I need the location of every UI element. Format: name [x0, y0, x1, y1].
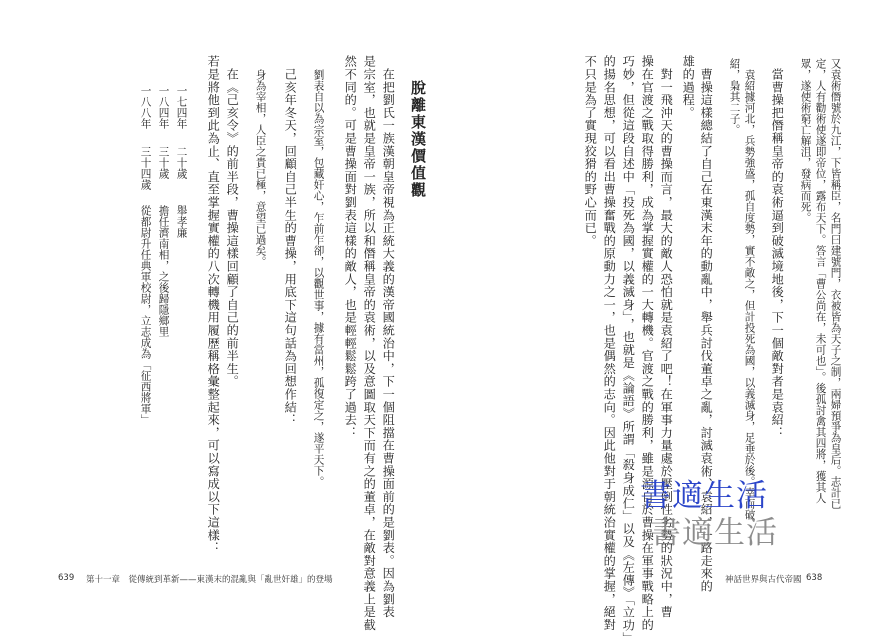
- timeline-year: 一七四年: [175, 85, 188, 129]
- text-column: 若是將他到此為止、直至掌握實權的八次轉機用履歷稱格彙整起來，可以寫成以下這樣：: [206, 55, 221, 555]
- text-column: 不只是為了實現狡猾的野心而已。: [583, 55, 598, 247]
- text-column: 對一飛沖天的曹操而言，最大的敵人恐怕就是袁紹了吧！在軍事力量處於壓倒性劣勢的狀況中，曹: [659, 55, 674, 619]
- text-column: 在《己亥令》的前半段，曹操這樣回顧了自己的前半生。: [225, 55, 240, 388]
- text-column: 巧妙，但從這段自述中「投死為國，以義滅身」，也就是《論語》所謂「殺身成仁」以及《左傳》「立功」: [621, 55, 636, 644]
- timeline-event: 從都尉升任典軍校尉，立志成為「征西將軍」: [139, 205, 152, 425]
- text-column: 身為宰相，人臣之貴已極，意望已過矣。: [254, 58, 267, 267]
- text-column: 又袁術僭號於九江，下皆稱臣，名門曰建號門，衣被皆為天子之制，兩婦預爭為皇后。志計已: [829, 58, 842, 509]
- text-column: 定，人有勸術使遂即帝位，露布天下。答言「曹公尚在，未可也」。後孤討禽其四將，獲其人: [814, 58, 827, 504]
- running-footer-right: 神話世界與古代帝國: [725, 575, 802, 585]
- text-column: 操在官渡之戰取得勝利，成為掌握實權的一大轉機。官渡之戰的勝利，雖是源自於曹操在軍事戰略上的: [640, 55, 655, 631]
- timeline-event: 舉孝廉: [175, 205, 188, 238]
- text-column: 己亥年冬天，回顧自己半生的曹操，用底下這句話為回想作結：: [283, 55, 298, 427]
- running-footer-left: 第十一章 從傳統到革新——東漢末的混亂與「亂世奸雄」的登場: [86, 575, 333, 585]
- text-column: 雄的過程。: [681, 55, 696, 119]
- text-column: 然不同的。可是曹操面對劉表這樣的敵人，也是輕輕鬆鬆跨了過去：: [343, 55, 358, 439]
- timeline-year: 一八四年: [157, 85, 170, 129]
- text-column: 紹，梟其二子。: [728, 58, 741, 135]
- text-column: 的揚名思想，可以看出曹操奮戰的原動力之一，也是偶然的志向。因此他對于朝統治實權的掌握，絕對: [602, 55, 617, 631]
- timeline-age: 三十四歲: [139, 146, 152, 190]
- section-heading: 脫離東漢價值觀: [409, 80, 427, 199]
- watermark-logo-shadow: 書適生活: [650, 515, 778, 551]
- page-number-left: 639: [58, 573, 75, 583]
- text-column: 袁紹據河北，兵勢強盛，孤自度勢，實不敵之，但計投死為國，以義滅身，足垂於後。幸而破: [743, 58, 756, 520]
- timeline-age: 三十歲: [157, 146, 170, 179]
- text-column: 在把劉氏一族漢朝皇帝視為正統大義的漢帝國統治中，下一個阻擋在曹操面前的是劉表。因為劉表: [381, 55, 396, 619]
- text-column: 眾，遂使術窮亡解沮，發病而死。: [799, 58, 812, 223]
- text-column: 劉表自以為宗室，包藏奸心，乍前乍卻，以觀世事，據有當州，孤復定之，遂平天下。: [312, 58, 325, 487]
- page-number-right: 638: [806, 573, 823, 583]
- timeline-year: 一八八年: [139, 85, 152, 129]
- watermark-logo: 書適生活: [640, 478, 768, 514]
- timeline-event: 擔任濟南相，之後歸隱鄉里: [157, 205, 170, 337]
- timeline-age: 二十歲: [175, 146, 188, 179]
- text-column: 是宗室，也就是皇帝一族，所以和僭稱皇帝的袁術，以及意圖取天下而有之的董卓，在敵對意義上是截: [362, 55, 377, 631]
- text-column: 曹操這樣總結了自己在東漢末年的動亂中，舉兵討伐董卓之亂，討滅袁術、袁紹，一路走來的: [699, 55, 714, 593]
- text-column: 當曹操把僭稱皇帝的袁術逼到破滅境地後，下一個敵對者是袁紹：: [770, 55, 785, 439]
